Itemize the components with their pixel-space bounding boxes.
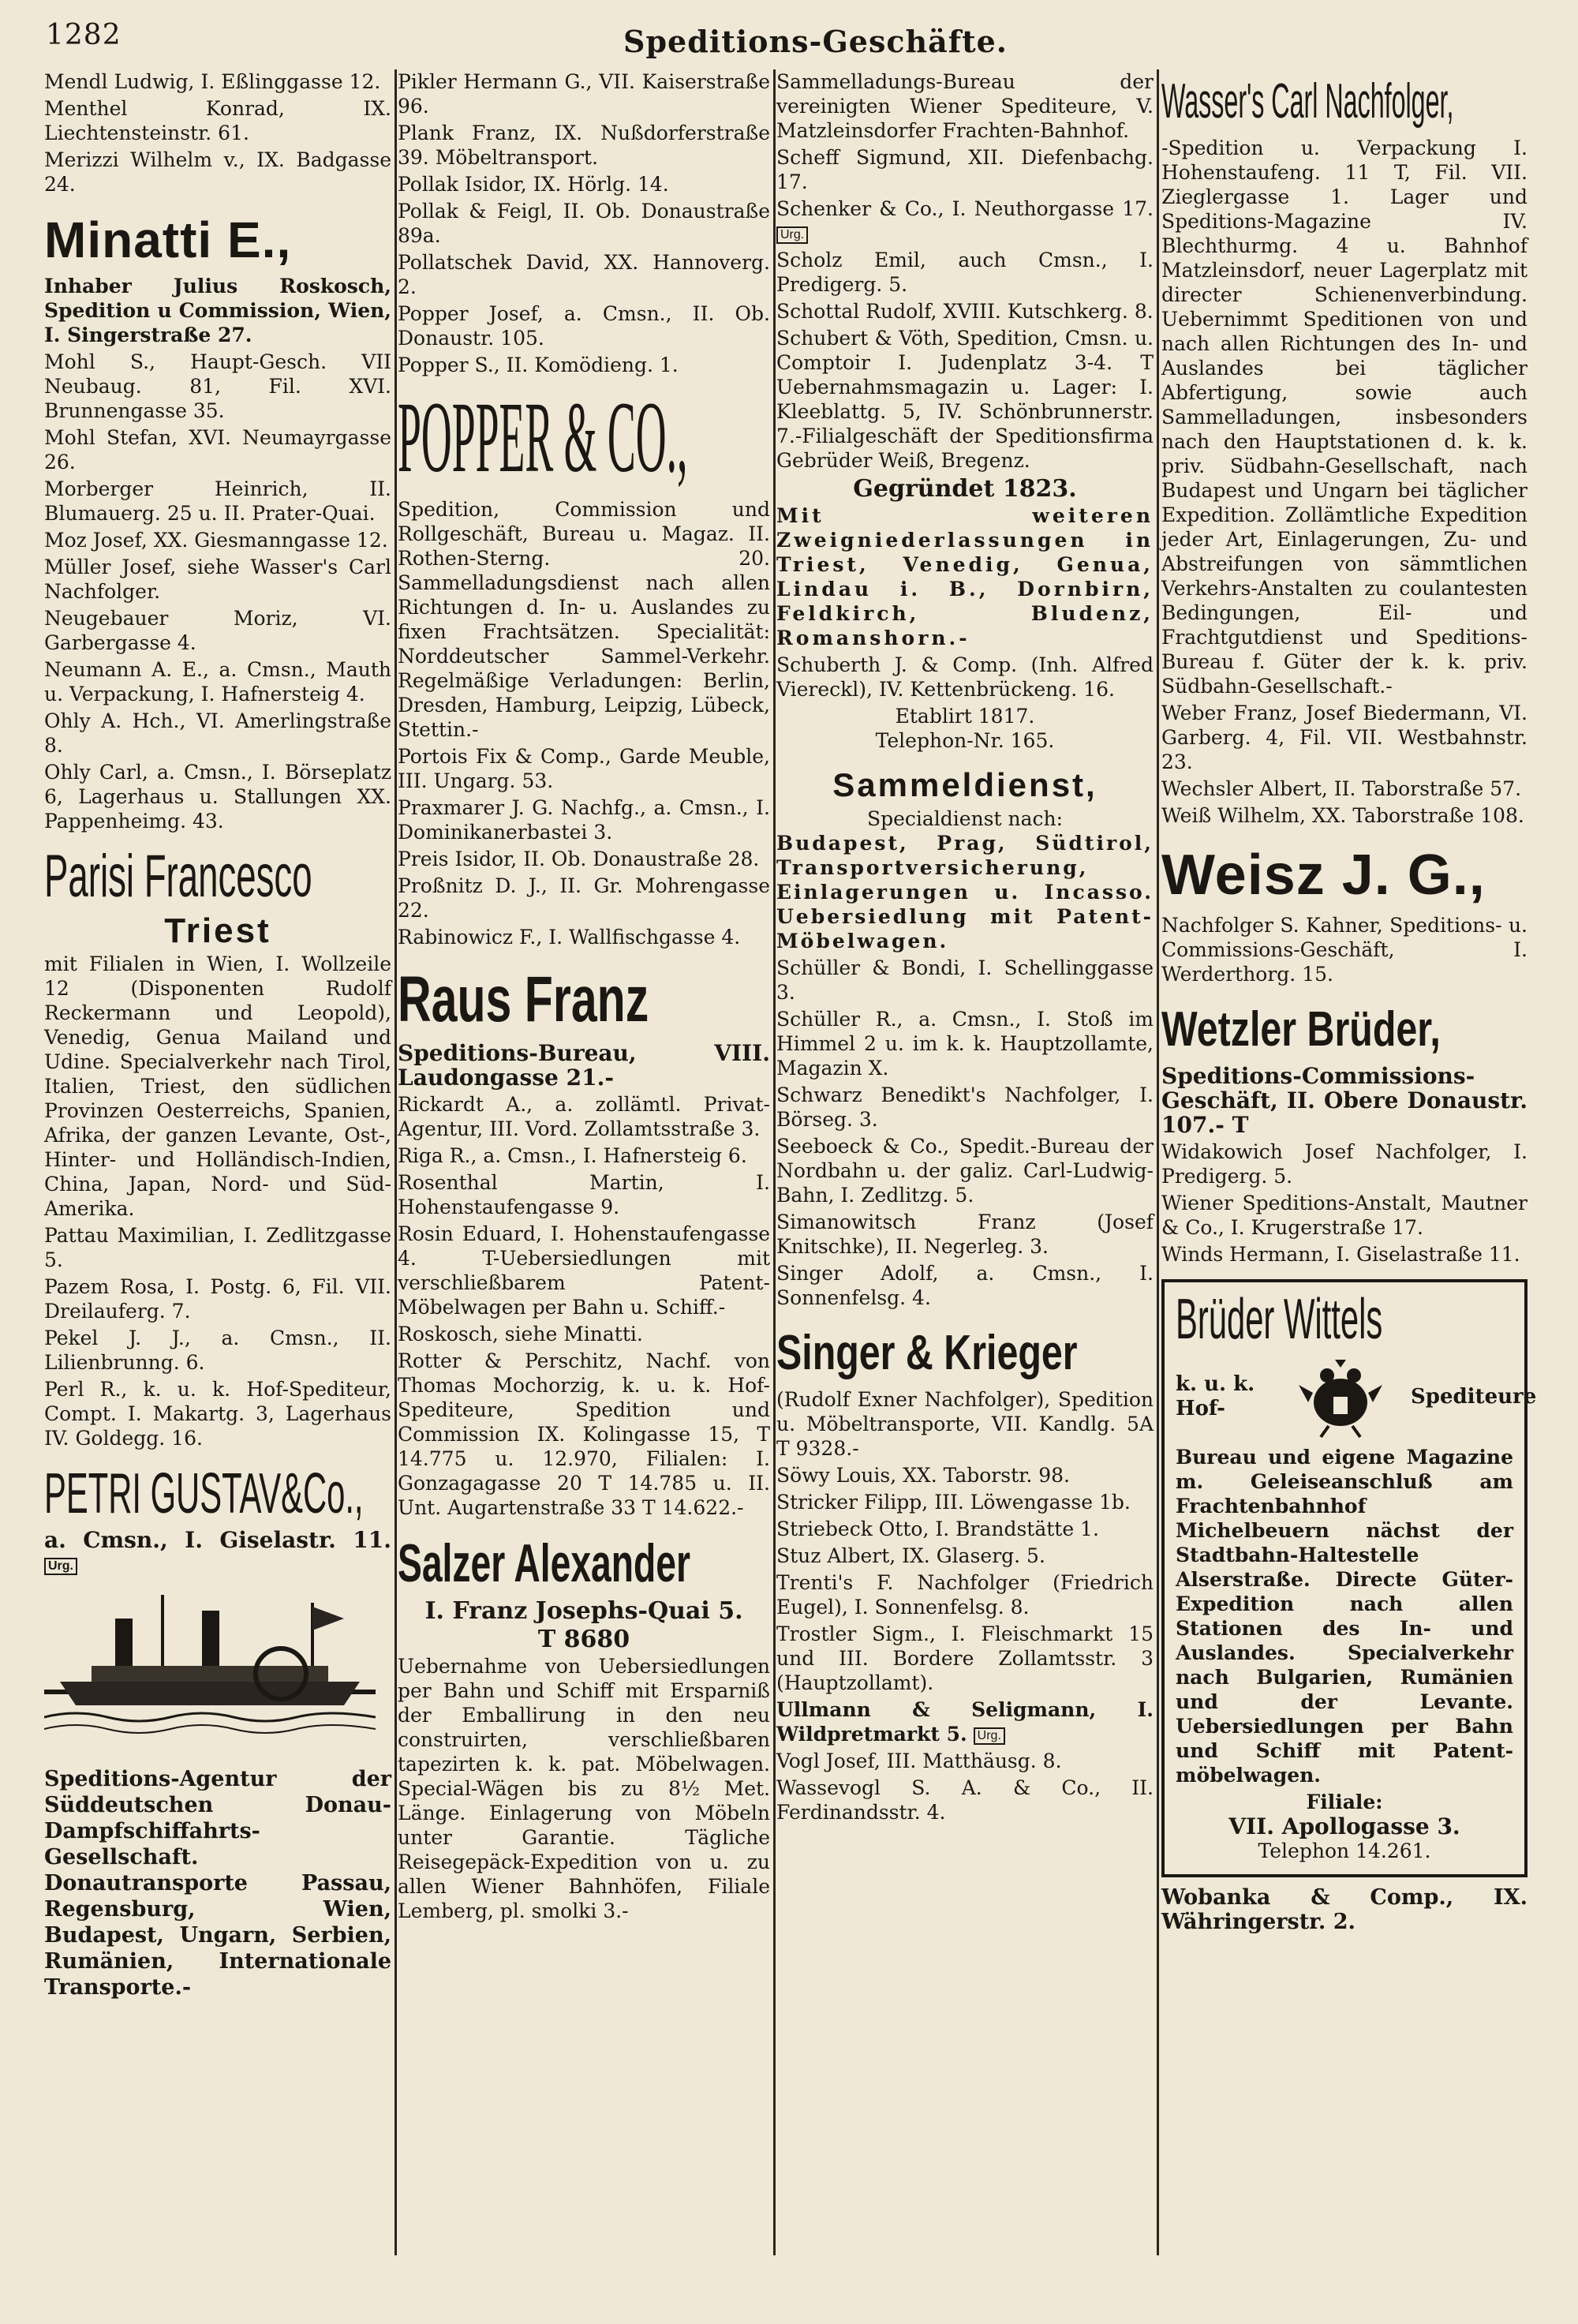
founding-note: Gegründet 1823.: [853, 475, 1077, 503]
ad-text: Speditions-Bureau, VIII. Laudongasse 21.-: [398, 1040, 770, 1091]
ad-title: PETRI GUSTAV&Co.,: [44, 1462, 364, 1525]
ad-emblem-row: [1176, 1353, 1537, 1440]
ad-text: (Rudolf Exner Nachfolger), Spedition u. Möbeltransporte, VII. Kandlg. 5A T 9328.-: [776, 1388, 1154, 1460]
ad-title: Raus Franz: [398, 964, 649, 1035]
entry: Winds Hermann, I. Giselastraße 11.: [1161, 1243, 1520, 1266]
entry: Weber Franz, Josef Biedermann, VI. Garberg. 4, Fil. VII. Westbahnstr. 23.: [1161, 702, 1528, 773]
entry: Ohly A. Hch., VI. Amerlingstraße 8.: [44, 709, 391, 757]
ad-text: Speditions-Agentur der Süddeutschen Donau-Dampfschiffahrts-Gesellschaft. Donautransporte Passau, Regensburg, Wien, Budapest, Ungarn, Serbien, Rumänien, Internationale Transporte.-: [44, 1767, 391, 2000]
entry: Wobanka & Comp., IX. Währingerstr. 2.: [1161, 1885, 1528, 1934]
entry: Singer Adolf, a. Cmsn., I. Sonnenfelsg. 4.: [776, 1262, 1154, 1309]
entry: Schottal Rudolf, XVIII. Kutschkerg. 8.: [776, 300, 1154, 323]
entry: Plank Franz, IX. Nußdorferstraße 39. Möbeltransport.: [398, 122, 770, 169]
entry: Vogl Josef, III. Matthäusg. 8.: [776, 1750, 1062, 1772]
entry: Morberger Heinrich, II. Blumauerg. 25 u. II. Prater-Quai.: [44, 477, 391, 525]
ad-text: Inhaber Julius Roskosch, Spedition u Commission, Wien, I. Singerstraße 27.: [44, 275, 391, 346]
entry: Riga R., a. Cmsn., I. Hafnersteig 6.: [398, 1144, 747, 1167]
telephone-badge: Urg.: [776, 226, 808, 244]
ad-text: Nachfolger S. Kahner, Speditions- u. Commissions-Geschäft, I. Werderthorg. 15.: [1161, 914, 1528, 986]
entry: Rosenthal Martin, I. Hohenstaufengasse 9.: [398, 1171, 770, 1218]
ad-telephone: Telephon 14.261.: [1258, 1839, 1431, 1862]
ad-address: I. Franz Josephs-Quai 5.: [424, 1597, 743, 1625]
entry: Pollatschek David, XX. Hannoverg. 2.: [398, 251, 770, 298]
entry: Schüller R., a. Cmsn., I. Stoß im Himmel 2 u. im k. k. Hauptzollamte, Magazin X.: [776, 1008, 1154, 1080]
entry: Neumann A. E., a. Cmsn., Mauth u. Verpackung, I. Hafnersteig 4.: [44, 658, 391, 705]
ad-text: mit Filialen in Wien, I. Wollzeile 12 (Disponenten Rudolf Reckermann und Leopold), Venedig, Genua Mailand und Udine. Specialverkehr nach Tirol, Italien, Triest, den südlichen Provinzen Oesterreichs, Spanien, Afrika, der ganzen Levante, Ost-, Hinter- und Holländisch-Indien, China, Japan, Nord- und Süd-Amerika.: [44, 952, 391, 1220]
entry: Perl R., k. u. k. Hof-Spediteur, Compt. I. Makartg. 3, Lagerhaus IV. Goldegg. 16.: [44, 1378, 391, 1450]
entry: Neugebauer Moriz, VI. Garbergasse 4.: [44, 607, 391, 654]
ad-title: Wasser's Carl Nachfolger,: [1161, 74, 1454, 129]
entry: Rickardt A., a. zollämtl. Privat-Agentur, III. Vord. Zollamtsstraße 3.: [398, 1093, 770, 1140]
entry: Mohl S., Haupt-Gesch. VII Neubaug. 81, Fil. XVI. Brunnengasse 35.: [44, 350, 391, 422]
entry-text: Schenker & Co., I. Neuthorgasse 17.: [776, 197, 1154, 220]
ad-text: Mit weiteren Zweigniederlassungen in Triest, Venedig, Genua, Lindau i. B., Dornbirn, Feldkirch, Bludenz, Romanshorn.-: [776, 504, 1154, 649]
entry: Preis Isidor, II. Ob. Donaustraße 28.: [398, 848, 760, 870]
entry: Merizzi Wilhelm v., IX. Badgasse 24.: [44, 148, 391, 196]
wittels-ad-box: [1161, 1279, 1537, 1877]
entry: Pekel J. J., a. Cmsn., II. Lilienbrunng. 6.: [44, 1327, 391, 1374]
ad-subtitle: Specialdienst nach:: [866, 807, 1064, 830]
page-header: Speditions-Geschäfte.: [623, 24, 1008, 59]
entry: Pazem Rosa, I. Postg. 6, Fil. VII. Dreilauferg. 7.: [44, 1275, 391, 1323]
telephone-badge: Urg.: [44, 1558, 77, 1575]
entry: Seeboeck & Co., Spedit.-Bureau der Nordbahn u. der galiz. Carl-Ludwig-Bahn, I. Zedlitzg. 5.: [776, 1135, 1154, 1207]
telephone-note: Telephon-Nr. 165.: [875, 729, 1055, 752]
ad-branch-label: Filiale:: [1306, 1791, 1383, 1813]
entry: Sammelladungs-Bureau der vereinigten Wiener Spediteure, V. Matzleinsdorfer Frachten-Bahnhof.: [776, 70, 1154, 142]
ad-title: Brüder Wittels: [1176, 1288, 1383, 1351]
ad-text: [44, 1528, 391, 1577]
founding-note: Etablirt 1817.: [895, 705, 1035, 728]
entry: Trostler Sigm., I. Fleischmarkt 15 und III. Bordere Zollamtsstr. 3 (Hauptzollamt).: [776, 1622, 1154, 1694]
ad-address: a. Cmsn., I. Giselastr. 11.: [44, 1527, 391, 1553]
entry: Scheff Sigmund, XII. Diefenbachg. 17.: [776, 146, 1154, 193]
entry: Wassevogl S. A. & Co., II. Ferdinandsstr. 4.: [776, 1776, 1154, 1824]
ad-telephone: T 8680: [537, 1626, 630, 1653]
column-1: [44, 69, 391, 2003]
entry: Rabinowicz F., I. Wallfischgasse 4.: [398, 926, 741, 949]
entry: Simanowitsch Franz (Josef Knitschke), II. Negerleg. 3.: [776, 1211, 1154, 1258]
ad-title: Parisi Francesco: [44, 843, 312, 910]
entry: Proßnitz D. J., II. Gr. Mohrengasse 22.: [398, 874, 770, 922]
entry: Schubert & Vöth, Spedition, Cmsn. u. Comptoir I. Judenplatz 3-4. T Uebernahmsmagazin u. Lager: I. Kleeblattg. 5, IV. Schönbrunnerstr. 7.-Filialgeschäft der Speditionsfirma Gebrüder Weiß, Bregenz.: [776, 327, 1154, 472]
entry: Stuz Albert, IX. Glaserg. 5.: [776, 1544, 1045, 1567]
entry: [776, 196, 1154, 245]
ad-title: Salzer Alexander: [398, 1533, 690, 1593]
ad-title: Wetzler Brüder,: [1161, 1002, 1441, 1057]
ad-label-left: k. u. k. Hof-: [1176, 1372, 1255, 1420]
entry: Schüller & Bondi, I. Schellinggasse 3.: [776, 956, 1154, 1004]
entry: Widakowich Josef Nachfolger, I. Predigerg. 5.: [1161, 1140, 1528, 1188]
column-divider: [394, 69, 397, 2255]
column-divider: [773, 69, 776, 2255]
entry: Rotter & Perschitz, Nachf. von Thomas Mochorzig, k. u. k. Hof-Spediteure, Spedition und Commission IX. Kolingasse 15, T 14.775 u. 12.970, Filialen: I. Gonzagagasse 20 T 14.785 u. II. Unt. Augartenstraße 33 T 14.622.-: [398, 1349, 770, 1519]
entry: Pikler Hermann G., VII. Kaiserstraße 96.: [398, 70, 770, 118]
column-4: [1161, 69, 1537, 1937]
entry: Schwarz Benedikt's Nachfolger, I. Börseg. 3.: [776, 1083, 1154, 1131]
entry: Mohl Stefan, XVI. Neumayrgasse 26.: [44, 426, 391, 473]
entry: [776, 1697, 1154, 1746]
ad-text: Uebernahme von Uebersiedlungen per Bahn und Schiff mit Ersparniß der Emballirung in den neu construirten, verschließbaren tapezirten k. k. pat. Möbelwagen. Special-Wägen bis zu 8½ Met. Länge. Einlagerung von Möbeln unter Garantie. Tägliche Reisegepäck-Expedition von u. zu allen Wiener Bahnhöfen, Filiale Lemberg, pl. smolki 3.-: [398, 1655, 770, 1922]
entry: Trenti's F. Nachfolger (Friedrich Eugel), I. Sonnenfelsg. 8.: [776, 1571, 1154, 1619]
entry: Pollak Isidor, IX. Hörlg. 14.: [398, 173, 669, 196]
ad-text: Budapest, Prag, Südtirol, Transportversicherung, Einlagerungen u. Incasso. Uebersiedlung mit Patent-Möbelwagen.: [776, 832, 1154, 952]
entry: Schuberth J. & Comp. (Inh. Alfred Viereckl), IV. Kettenbrückeng. 16.: [776, 653, 1154, 701]
ad-label-right: Spediteure: [1411, 1384, 1537, 1409]
ad-title: POPPER & CO.,: [398, 381, 688, 493]
column-3: [776, 69, 1154, 1827]
entry: Rosin Eduard, I. Hohenstaufengasse 4. T-Uebersiedlungen mit verschließbarem Patent-Möbelwagen per Bahn u. Schiff.-: [398, 1222, 770, 1319]
ad-text: -Spedition u. Verpackung I. Hohenstaufeng. 11 T, Fil. VII. Zieglergasse 1. Lager und Speditions-Magazine IV. Blechthurmg. 4 u. Bahnhof Matzleinsdorf, neuer Lagerplatz mit directer Schienenverbindung. Uebernimmt Speditionen von und nach allen Richtungen des In- und Auslandes bei täglicher Abfertigung, sowie auch Sammelladungen, insbesonders nach den Hauptstationen d. k. k. priv. Südbahn-Gesellschaft, nach Budapest und Ungarn bei täglicher Expedition. Zollämtliche Expedition jeder Art, Einlagerungen, Zu- und Abstreifungen von sämmtlichen Verkehrs-Anstalten zu coulantesten Bedingungen, Eil- und Frachtgutdienst und Speditions-Bureau f. Güter der k. k. priv. Südbahn-Gesellschaft.-: [1161, 137, 1528, 698]
entry: Weiß Wilhelm, XX. Taborstraße 108.: [1161, 804, 1524, 827]
ad-subtitle: Triest: [164, 911, 271, 950]
column-divider: [1157, 69, 1159, 2255]
steamship-illustration: [44, 1587, 376, 1753]
entry: Popper S., II. Komödieng. 1.: [398, 354, 679, 376]
entry: Söwy Louis, XX. Taborstr. 98.: [776, 1464, 1070, 1487]
ad-text: Speditions-Commissions-Geschäft, II. Obere Donaustr. 107.- T: [1161, 1063, 1528, 1138]
column-2: [398, 69, 770, 1925]
entry: Pollak & Feigl, II. Ob. Donaustraße 89a.: [398, 200, 770, 247]
entry: Pattau Maximilian, I. Zedlitzgasse 5.: [44, 1224, 391, 1271]
entry: Ohly Carl, a. Cmsn., I. Börseplatz 6, Lagerhaus u. Stallungen XX. Pappenheimg. 43.: [44, 761, 391, 833]
entry: Menthel Konrad, IX. Liechtensteinstr. 61.: [44, 97, 391, 144]
entry: Praxmarer J. G. Nachfg., a. Cmsn., I. Dominikanerbastei 3.: [398, 796, 770, 844]
entry: Stricker Filipp, III. Löwengasse 1b.: [776, 1491, 1131, 1514]
entry: Roskosch, siehe Minatti.: [398, 1323, 643, 1345]
ad-title: Singer & Krieger: [776, 1326, 1078, 1380]
page-number: 1282: [46, 19, 122, 51]
entry: Portois Fix & Comp., Garde Meuble, III. Ungarg. 53.: [398, 745, 770, 792]
entry: Wechsler Albert, II. Taborstraße 57.: [1161, 777, 1522, 800]
ad-text: Spedition, Commission und Rollgeschäft, Bureau u. Magaz. II. Rothen-Sterng. 20. Sammelladungsdienst nach allen Richtungen d. In- u. Auslandes zu fixen Frachtsätzen. Specialität: Norddeutscher Sammel-Verkehr. Regelmäßige Verladungen: Berlin, Dresden, Hamburg, Leipzig, Lübeck, Stettin.-: [398, 498, 770, 741]
entry: Popper Josef, a. Cmsn., II. Ob. Donaustr. 105.: [398, 302, 770, 350]
entry-text: Ullmann & Seligmann, I. Wildpretmarkt 5.: [776, 1698, 1154, 1746]
entry: Wiener Speditions-Anstalt, Mautner & Co., I. Krugerstraße 17.: [1161, 1192, 1528, 1239]
entry: Scholz Emil, auch Cmsn., I. Predigerg. 5.: [776, 249, 1154, 296]
telephone-badge: Urg.: [974, 1727, 1005, 1745]
entry: Striebeck Otto, I. Brandstätte 1.: [776, 1518, 1099, 1540]
entry: Müller Josef, siehe Wasser's Carl Nachfolger.: [44, 556, 391, 603]
ad-text: Bureau und eigene Magazine m. Geleiseanschluß am Frachtenbahnhof Michelbeuern nächst der Stadtbahn-Haltestelle Alserstraße. Directe Güter-Expedition nach allen Stationen des In- und Auslandes. Specialverkehr nach Bulgarien, Rumänien und der Levante. Uebersiedlungen per Bahn und Schiff mit Patent-möbelwagen.: [1176, 1446, 1513, 1787]
double-eagle-icon: [1297, 1353, 1384, 1440]
entry: Moz Josef, XX. Giesmanngasse 12.: [44, 529, 388, 552]
ad-title: Minatti E.,: [44, 211, 292, 268]
ad-title: Sammeldienst,: [832, 766, 1097, 803]
ad-branch-address: VII. Apollogasse 3.: [1228, 1813, 1460, 1839]
entry: Mendl Ludwig, I. Eßlinggasse 12.: [44, 70, 381, 93]
ad-title: Weisz J. G.,: [1161, 844, 1486, 907]
